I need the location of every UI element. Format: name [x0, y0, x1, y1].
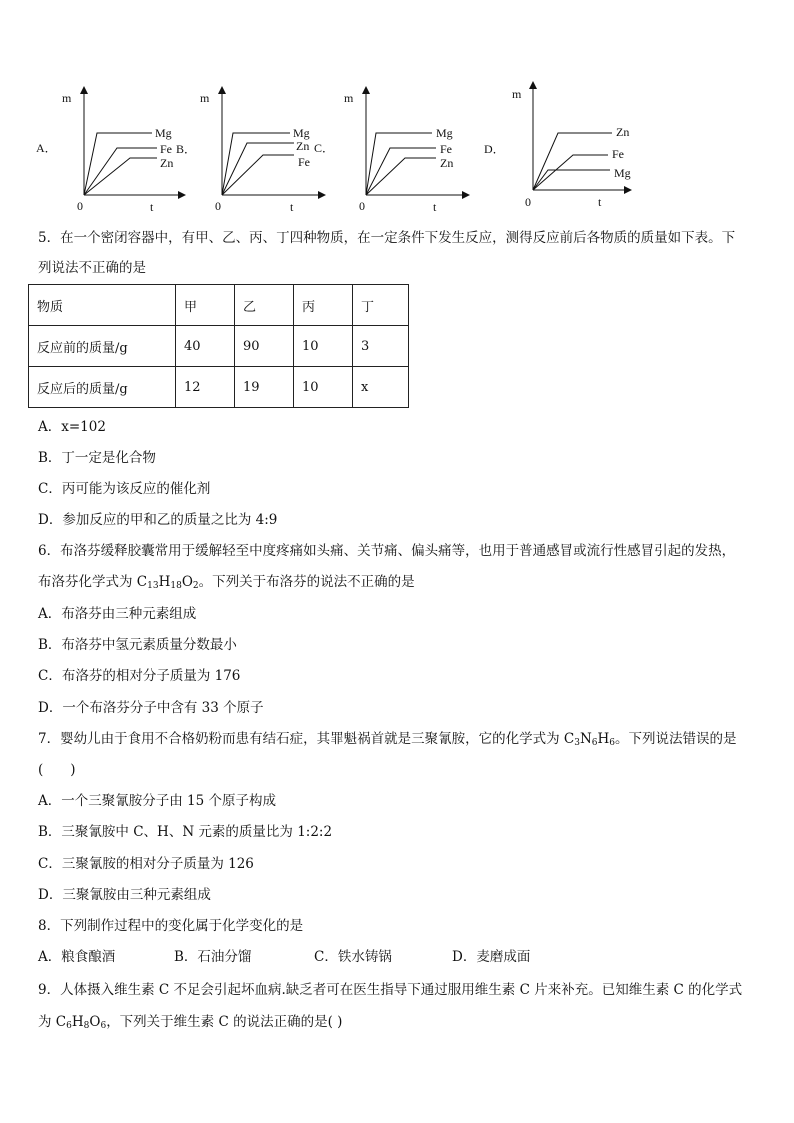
q7-stem-post: 。下列说法错误的是 [615, 731, 737, 747]
formula-subscript: 13 [147, 581, 159, 591]
graph-c [344, 90, 466, 214]
table-row [29, 367, 409, 408]
q7-stem-line-1 [38, 730, 737, 748]
graph-c-label-2: Fe [440, 142, 452, 156]
q5-stem-line-1: 5．在一个密闭容器中，有甲、乙、丙、丁四种物质，在一定条件下发生反应，测得反应前后各物质的质量如下表。下 [38, 230, 736, 246]
formula-subscript: 6 [591, 738, 598, 748]
graph-d-line-1 [533, 133, 612, 190]
graph-d-origin: 0 [525, 195, 531, 209]
graph-d-line-2 [533, 155, 608, 190]
table-cell: x [353, 367, 409, 408]
graph-d-axis-t: t [598, 195, 602, 209]
table-header-cell: 物质 [29, 285, 176, 326]
graph-a-axis-t: t [150, 200, 154, 214]
q6-stem-line-2 [38, 573, 415, 591]
q5-stem-line-2: 列说法不正确的是 [38, 260, 146, 276]
formula-element: O [89, 1014, 101, 1030]
graph-a-label-1: Mg [155, 126, 172, 140]
table-row [29, 326, 409, 367]
q5-option-d: D．参加反应的甲和乙的质量之比为 4:9 [38, 512, 278, 528]
table-header-row [29, 285, 409, 326]
graph-b-label-2: Zn [296, 139, 310, 153]
formula-subscript: 18 [170, 581, 182, 591]
q6-stem-post: 。下列关于布洛芬的说法不正确的是 [198, 574, 415, 590]
graph-b [200, 90, 334, 214]
q6-stem-pre: 布洛芬化学式为 C [38, 574, 148, 590]
q9-stem-pre: 为 C [38, 1014, 67, 1030]
q6-stem-line-1: 6．布洛芬缓释胶囊常用于缓解轻至中度疼痛如头痛、关节痛、偏头痛等，也用于普通感冒或流行性感冒引起的发热， [38, 543, 736, 559]
graph-a-origin: 0 [77, 199, 83, 213]
q7-option-d: D．三聚氰胺由三种元素组成 [38, 887, 211, 903]
formula-subscript: 8 [83, 1021, 90, 1031]
q6-option-b: B．布洛芬中氢元素质量分数最小 [38, 637, 237, 653]
q7-option-b: B．三聚氰胺中 C、H、N 元素的质量比为 1:2:2 [38, 824, 333, 840]
formula-element: N [579, 731, 592, 747]
graph-a [36, 90, 196, 214]
table-header-cell: 丁 [353, 285, 409, 326]
graph-b-line-2 [222, 143, 294, 195]
graph-a-line-3 [84, 158, 157, 195]
graph-b-label-1: Mg [293, 126, 310, 140]
table-header-cell: 乙 [235, 285, 294, 326]
graph-b-axis-t: t [290, 200, 294, 214]
formula-subscript: 6 [609, 738, 616, 748]
graph-c-axis-m: m [344, 91, 354, 105]
table-cell: 反应后的质量/g [29, 367, 176, 408]
graph-b-line-3 [222, 155, 294, 195]
q8-option-b: B．石油分馏 [174, 949, 252, 965]
graph-d-label-3: Mg [614, 166, 631, 180]
formula-element: H [158, 574, 171, 590]
q7-stem-line-2: ( ) [38, 762, 76, 778]
q9-stem-line-2 [38, 1013, 342, 1031]
graph-d-label-1: Zn [616, 125, 630, 139]
formula-subscript: 3 [574, 738, 580, 748]
formula-element: O [181, 574, 193, 590]
graph-c-label-1: Mg [436, 126, 453, 140]
q4-graphs-svg [0, 80, 794, 220]
table-cell: 10 [294, 326, 353, 367]
graph-b-axis-m: m [200, 91, 210, 105]
formula-subscript: 2 [192, 581, 199, 591]
graph-d-axis-m: m [512, 87, 522, 101]
graph-b-letter: B． [176, 142, 197, 156]
graph-b-origin: 0 [215, 199, 221, 213]
graph-a-label-2: Fe [160, 142, 172, 156]
graph-a-label-3: Zn [160, 156, 174, 170]
q7-stem-pre: 7．婴幼儿由于食用不合格奶粉而患有结石症，其罪魁祸首就是三聚氰胺，它的化学式为 C [38, 731, 575, 747]
graph-d-letter: D． [484, 142, 505, 156]
graph-c-line-3 [366, 158, 436, 195]
q5-option-b: B．丁一定是化合物 [38, 450, 156, 466]
q8-option-d: D．麦磨成面 [452, 949, 531, 965]
table-cell: 19 [235, 367, 294, 408]
graph-a-axis-m: m [62, 91, 72, 105]
q4-graph-options [0, 80, 794, 220]
q8-option-a: A．粮食酿酒 [38, 949, 116, 965]
table-header-cell: 甲 [176, 285, 235, 326]
graph-a-line-1 [84, 133, 152, 195]
q6-option-d: D．一个布洛芬分子中含有 33 个原子 [38, 700, 264, 716]
table-header-cell: 丙 [294, 285, 353, 326]
formula-subscript: 6 [100, 1021, 107, 1031]
graph-c-label-3: Zn [440, 156, 454, 170]
graph-a-line-2 [84, 148, 157, 195]
formula-element: H [597, 731, 610, 747]
graph-c-line-2 [366, 148, 436, 195]
graph-d [484, 85, 631, 209]
graph-c-origin: 0 [359, 199, 365, 213]
table-cell: 反应前的质量/g [29, 326, 176, 367]
q5-option-c: C．丙可能为该反应的催化剂 [38, 481, 211, 497]
q9-stem-line-1: 9．人体摄入维生素 C 不足会引起坏血病.缺乏者可在医生指导下通过服用维生素 C 片来补充。已知维生素 C 的化学式 [38, 982, 743, 998]
table-cell: 40 [176, 326, 235, 367]
graph-a-letter: A． [36, 141, 57, 155]
table-cell: 12 [176, 367, 235, 408]
graph-c-letter: C． [314, 141, 335, 155]
formula-element: H [71, 1014, 84, 1030]
q7-option-a: A．一个三聚氰胺分子由 15 个原子构成 [38, 793, 277, 809]
graph-d-label-2: Fe [612, 147, 624, 161]
table-cell: 90 [235, 326, 294, 367]
q9-stem-post: ，下列关于维生素 C 的说法正确的是( ) [106, 1014, 343, 1030]
q6-option-a: A．布洛芬由三种元素组成 [38, 606, 197, 622]
q7-option-c: C．三聚氰胺的相对分子质量为 126 [38, 856, 254, 872]
table-cell: 3 [353, 326, 409, 367]
graph-b-label-3: Fe [298, 155, 310, 169]
q8-option-c: C．铁水铸锅 [314, 949, 392, 965]
q5-option-a: A．x=102 [38, 419, 106, 435]
q5-mass-table [28, 284, 409, 408]
graph-c-axis-t: t [433, 200, 437, 214]
q8-stem: 8．下列制作过程中的变化属于化学变化的是 [38, 918, 304, 934]
table-cell: 10 [294, 367, 353, 408]
formula-subscript: 6 [66, 1021, 72, 1031]
q6-option-c: C．布洛芬的相对分子质量为 176 [38, 668, 241, 684]
